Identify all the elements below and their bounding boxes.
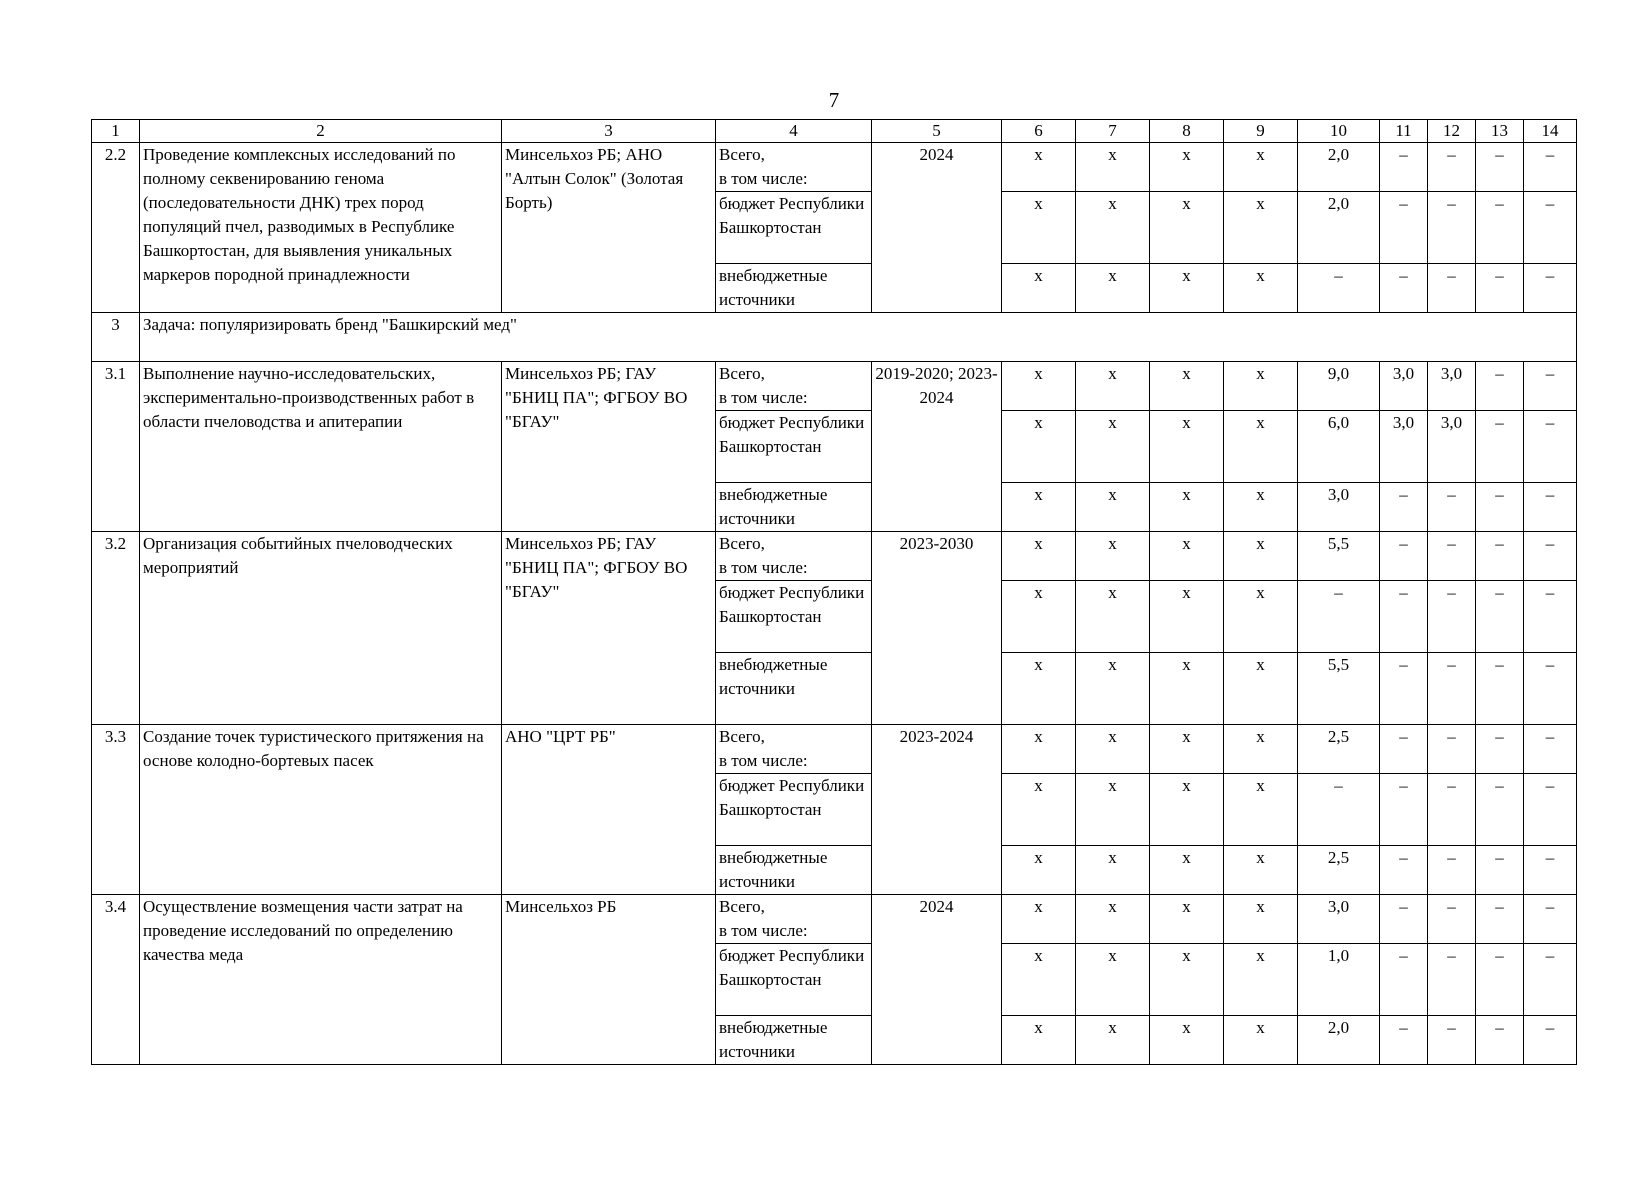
period: 2024	[872, 143, 1002, 313]
value-cell: –	[1428, 581, 1476, 653]
value-cell: –	[1476, 143, 1524, 192]
value-cell: x	[1076, 264, 1150, 313]
value-cell: 2,0	[1298, 192, 1380, 264]
header-cell: 8	[1150, 120, 1224, 143]
value-cell: x	[1002, 895, 1076, 944]
value-cell: 3,0	[1298, 483, 1380, 532]
value-cell: –	[1380, 143, 1428, 192]
value-cell: x	[1150, 895, 1224, 944]
value-cell: x	[1224, 192, 1298, 264]
value-cell: –	[1476, 411, 1524, 483]
value-cell: –	[1476, 192, 1524, 264]
value-cell: x	[1076, 483, 1150, 532]
value-cell: –	[1524, 944, 1577, 1016]
value-cell: x	[1150, 774, 1224, 846]
value-cell: –	[1428, 483, 1476, 532]
value-cell: x	[1150, 532, 1224, 581]
table-row	[92, 895, 1577, 944]
value-cell: x	[1002, 362, 1076, 411]
value-cell: x	[1224, 846, 1298, 895]
funding-source-budget: бюджет Республики Башкортостан	[716, 411, 872, 483]
value-cell: x	[1076, 944, 1150, 1016]
funding-source-extra: внебюджетные источники	[716, 1016, 872, 1065]
value-cell: x	[1224, 895, 1298, 944]
value-cell: –	[1524, 1016, 1577, 1065]
value-cell: –	[1380, 895, 1428, 944]
value-cell: –	[1476, 532, 1524, 581]
measure-name: Проведение комплексных исследований по полному секвенированию генома (последовательности ДНК) трех пород популяций пчел, разводимых в Республике Башкортостан, для выявления уникальных маркеров породной принадлежности	[140, 143, 502, 313]
executor: Минсельхоз РБ	[502, 895, 716, 1065]
value-cell: –	[1380, 944, 1428, 1016]
value-cell: x	[1076, 725, 1150, 774]
value-cell: –	[1476, 895, 1524, 944]
value-cell: x	[1002, 774, 1076, 846]
value-cell: 9,0	[1298, 362, 1380, 411]
value-cell: 6,0	[1298, 411, 1380, 483]
header-cell: 3	[502, 120, 716, 143]
table-row	[92, 532, 1577, 581]
measure-name: Осуществление возмещения части затрат на проведение исследований по определению качества меда	[140, 895, 502, 1065]
value-cell: –	[1428, 532, 1476, 581]
value-cell: 3,0	[1298, 895, 1380, 944]
header-row	[92, 120, 1577, 143]
value-cell: x	[1224, 143, 1298, 192]
value-cell: x	[1150, 362, 1224, 411]
value-cell: 1,0	[1298, 944, 1380, 1016]
period: 2023-2030	[872, 532, 1002, 725]
table-row	[92, 725, 1577, 774]
value-cell: x	[1224, 653, 1298, 725]
value-cell: –	[1524, 143, 1577, 192]
value-cell: x	[1150, 944, 1224, 1016]
value-cell: –	[1380, 192, 1428, 264]
header-cell: 4	[716, 120, 872, 143]
value-cell: –	[1476, 846, 1524, 895]
funding-source-budget: бюджет Республики Башкортостан	[716, 192, 872, 264]
row-number: 3.2	[92, 532, 140, 725]
header-cell: 13	[1476, 120, 1524, 143]
value-cell: –	[1524, 581, 1577, 653]
value-cell: x	[1150, 653, 1224, 725]
value-cell: x	[1002, 411, 1076, 483]
value-cell: x	[1002, 192, 1076, 264]
value-cell: x	[1224, 581, 1298, 653]
value-cell: –	[1298, 264, 1380, 313]
value-cell: –	[1476, 944, 1524, 1016]
value-cell: –	[1476, 264, 1524, 313]
value-cell: x	[1224, 532, 1298, 581]
value-cell: –	[1428, 846, 1476, 895]
value-cell: x	[1076, 846, 1150, 895]
value-cell: x	[1002, 532, 1076, 581]
value-cell: –	[1428, 264, 1476, 313]
header-cell: 11	[1380, 120, 1428, 143]
value-cell: x	[1076, 192, 1150, 264]
funding-source-extra: внебюджетные источники	[716, 653, 872, 725]
header-cell: 9	[1224, 120, 1298, 143]
funding-source-budget: бюджет Республики Башкортостан	[716, 581, 872, 653]
value-cell: –	[1524, 653, 1577, 725]
value-cell: x	[1076, 143, 1150, 192]
value-cell: x	[1224, 944, 1298, 1016]
value-cell: 3,0	[1380, 411, 1428, 483]
task-row	[92, 313, 1577, 362]
value-cell: –	[1428, 895, 1476, 944]
row-number: 3.4	[92, 895, 140, 1065]
value-cell: x	[1002, 1016, 1076, 1065]
row-number: 3.1	[92, 362, 140, 532]
value-cell: x	[1150, 846, 1224, 895]
value-cell: –	[1428, 774, 1476, 846]
header-cell: 2	[140, 120, 502, 143]
value-cell: 3,0	[1380, 362, 1428, 411]
value-cell: –	[1428, 653, 1476, 725]
value-cell: –	[1380, 653, 1428, 725]
value-cell: –	[1524, 411, 1577, 483]
value-cell: –	[1476, 483, 1524, 532]
value-cell: x	[1002, 944, 1076, 1016]
funding-source-extra: внебюджетные источники	[716, 846, 872, 895]
value-cell: x	[1150, 725, 1224, 774]
funding-source-extra: внебюджетные источники	[716, 483, 872, 532]
value-cell: –	[1380, 581, 1428, 653]
value-cell: –	[1476, 725, 1524, 774]
header-cell: 12	[1428, 120, 1476, 143]
period: 2023-2024	[872, 725, 1002, 895]
executor: Минсельхоз РБ; АНО "Алтын Солок" (Золотая Борть)	[502, 143, 716, 313]
value-cell: 5,5	[1298, 532, 1380, 581]
value-cell: x	[1224, 362, 1298, 411]
value-cell: x	[1150, 581, 1224, 653]
value-cell: x	[1150, 1016, 1224, 1065]
funding-source-total: Всего, в том числе:	[716, 532, 872, 581]
value-cell: x	[1224, 483, 1298, 532]
funding-source-total: Всего, в том числе:	[716, 725, 872, 774]
measure-name: Организация событийных пчеловодческих мероприятий	[140, 532, 502, 725]
row-number: 3.3	[92, 725, 140, 895]
table-row	[92, 362, 1577, 411]
funding-source-total: Всего, в том числе:	[716, 362, 872, 411]
value-cell: –	[1380, 725, 1428, 774]
value-cell: x	[1150, 411, 1224, 483]
value-cell: –	[1380, 1016, 1428, 1065]
value-cell: –	[1524, 895, 1577, 944]
value-cell: –	[1524, 192, 1577, 264]
value-cell: 5,5	[1298, 653, 1380, 725]
task-number: 3	[92, 313, 140, 362]
value-cell: x	[1002, 653, 1076, 725]
funding-source-extra: внебюджетные источники	[716, 264, 872, 313]
task-text: Задача: популяризировать бренд "Башкирский мед"	[140, 313, 1577, 362]
value-cell: –	[1428, 192, 1476, 264]
value-cell: –	[1380, 774, 1428, 846]
value-cell: x	[1002, 264, 1076, 313]
value-cell: x	[1076, 774, 1150, 846]
value-cell: x	[1150, 192, 1224, 264]
value-cell: x	[1150, 143, 1224, 192]
value-cell: x	[1002, 846, 1076, 895]
header-cell: 5	[872, 120, 1002, 143]
period: 2019-2020; 2023-2024	[872, 362, 1002, 532]
value-cell: –	[1476, 1016, 1524, 1065]
period: 2024	[872, 895, 1002, 1065]
program-table	[91, 119, 1577, 1065]
header-cell: 10	[1298, 120, 1380, 143]
executor: Минсельхоз РБ; ГАУ "БНИЦ ПА"; ФГБОУ ВО "БГАУ"	[502, 532, 716, 725]
value-cell: x	[1002, 581, 1076, 653]
value-cell: –	[1380, 532, 1428, 581]
value-cell: x	[1224, 411, 1298, 483]
value-cell: 3,0	[1428, 362, 1476, 411]
value-cell: x	[1224, 1016, 1298, 1065]
value-cell: 2,0	[1298, 143, 1380, 192]
value-cell: x	[1076, 411, 1150, 483]
value-cell: x	[1076, 653, 1150, 725]
value-cell: –	[1476, 362, 1524, 411]
value-cell: 3,0	[1428, 411, 1476, 483]
funding-source-total: Всего, в том числе:	[716, 143, 872, 192]
value-cell: x	[1002, 483, 1076, 532]
value-cell: –	[1476, 653, 1524, 725]
value-cell: x	[1224, 774, 1298, 846]
funding-source-total: Всего, в том числе:	[716, 895, 872, 944]
value-cell: –	[1298, 774, 1380, 846]
value-cell: 2,0	[1298, 1016, 1380, 1065]
value-cell: –	[1380, 846, 1428, 895]
value-cell: x	[1224, 725, 1298, 774]
value-cell: –	[1428, 944, 1476, 1016]
value-cell: x	[1076, 1016, 1150, 1065]
value-cell: –	[1428, 143, 1476, 192]
value-cell: x	[1002, 143, 1076, 192]
value-cell: –	[1476, 774, 1524, 846]
value-cell: x	[1002, 725, 1076, 774]
value-cell: x	[1224, 264, 1298, 313]
value-cell: –	[1524, 532, 1577, 581]
value-cell: x	[1076, 362, 1150, 411]
value-cell: –	[1524, 725, 1577, 774]
value-cell: –	[1380, 483, 1428, 532]
value-cell: x	[1150, 483, 1224, 532]
value-cell: x	[1150, 264, 1224, 313]
value-cell: x	[1076, 532, 1150, 581]
value-cell: 2,5	[1298, 846, 1380, 895]
value-cell: –	[1524, 362, 1577, 411]
executor: Минсельхоз РБ; ГАУ "БНИЦ ПА"; ФГБОУ ВО "БГАУ"	[502, 362, 716, 532]
value-cell: –	[1524, 483, 1577, 532]
page-number: 7	[828, 88, 840, 112]
value-cell: –	[1428, 725, 1476, 774]
funding-source-budget: бюджет Республики Башкортостан	[716, 944, 872, 1016]
value-cell: –	[1428, 1016, 1476, 1065]
header-cell: 6	[1002, 120, 1076, 143]
table-row	[92, 143, 1577, 192]
value-cell: –	[1476, 581, 1524, 653]
value-cell: –	[1524, 846, 1577, 895]
header-cell: 7	[1076, 120, 1150, 143]
measure-name: Создание точек туристического притяжения на основе колодно-бортевых пасек	[140, 725, 502, 895]
value-cell: 2,5	[1298, 725, 1380, 774]
value-cell: –	[1524, 264, 1577, 313]
header-cell: 1	[92, 120, 140, 143]
value-cell: x	[1076, 581, 1150, 653]
row-number: 2.2	[92, 143, 140, 313]
executor: АНО "ЦРТ РБ"	[502, 725, 716, 895]
header-cell: 14	[1524, 120, 1577, 143]
value-cell: x	[1076, 895, 1150, 944]
value-cell: –	[1380, 264, 1428, 313]
measure-name: Выполнение научно-исследовательских, экспериментально-производственных работ в области пчеловодства и апитерапии	[140, 362, 502, 532]
value-cell: –	[1298, 581, 1380, 653]
value-cell: –	[1524, 774, 1577, 846]
funding-source-budget: бюджет Республики Башкортостан	[716, 774, 872, 846]
